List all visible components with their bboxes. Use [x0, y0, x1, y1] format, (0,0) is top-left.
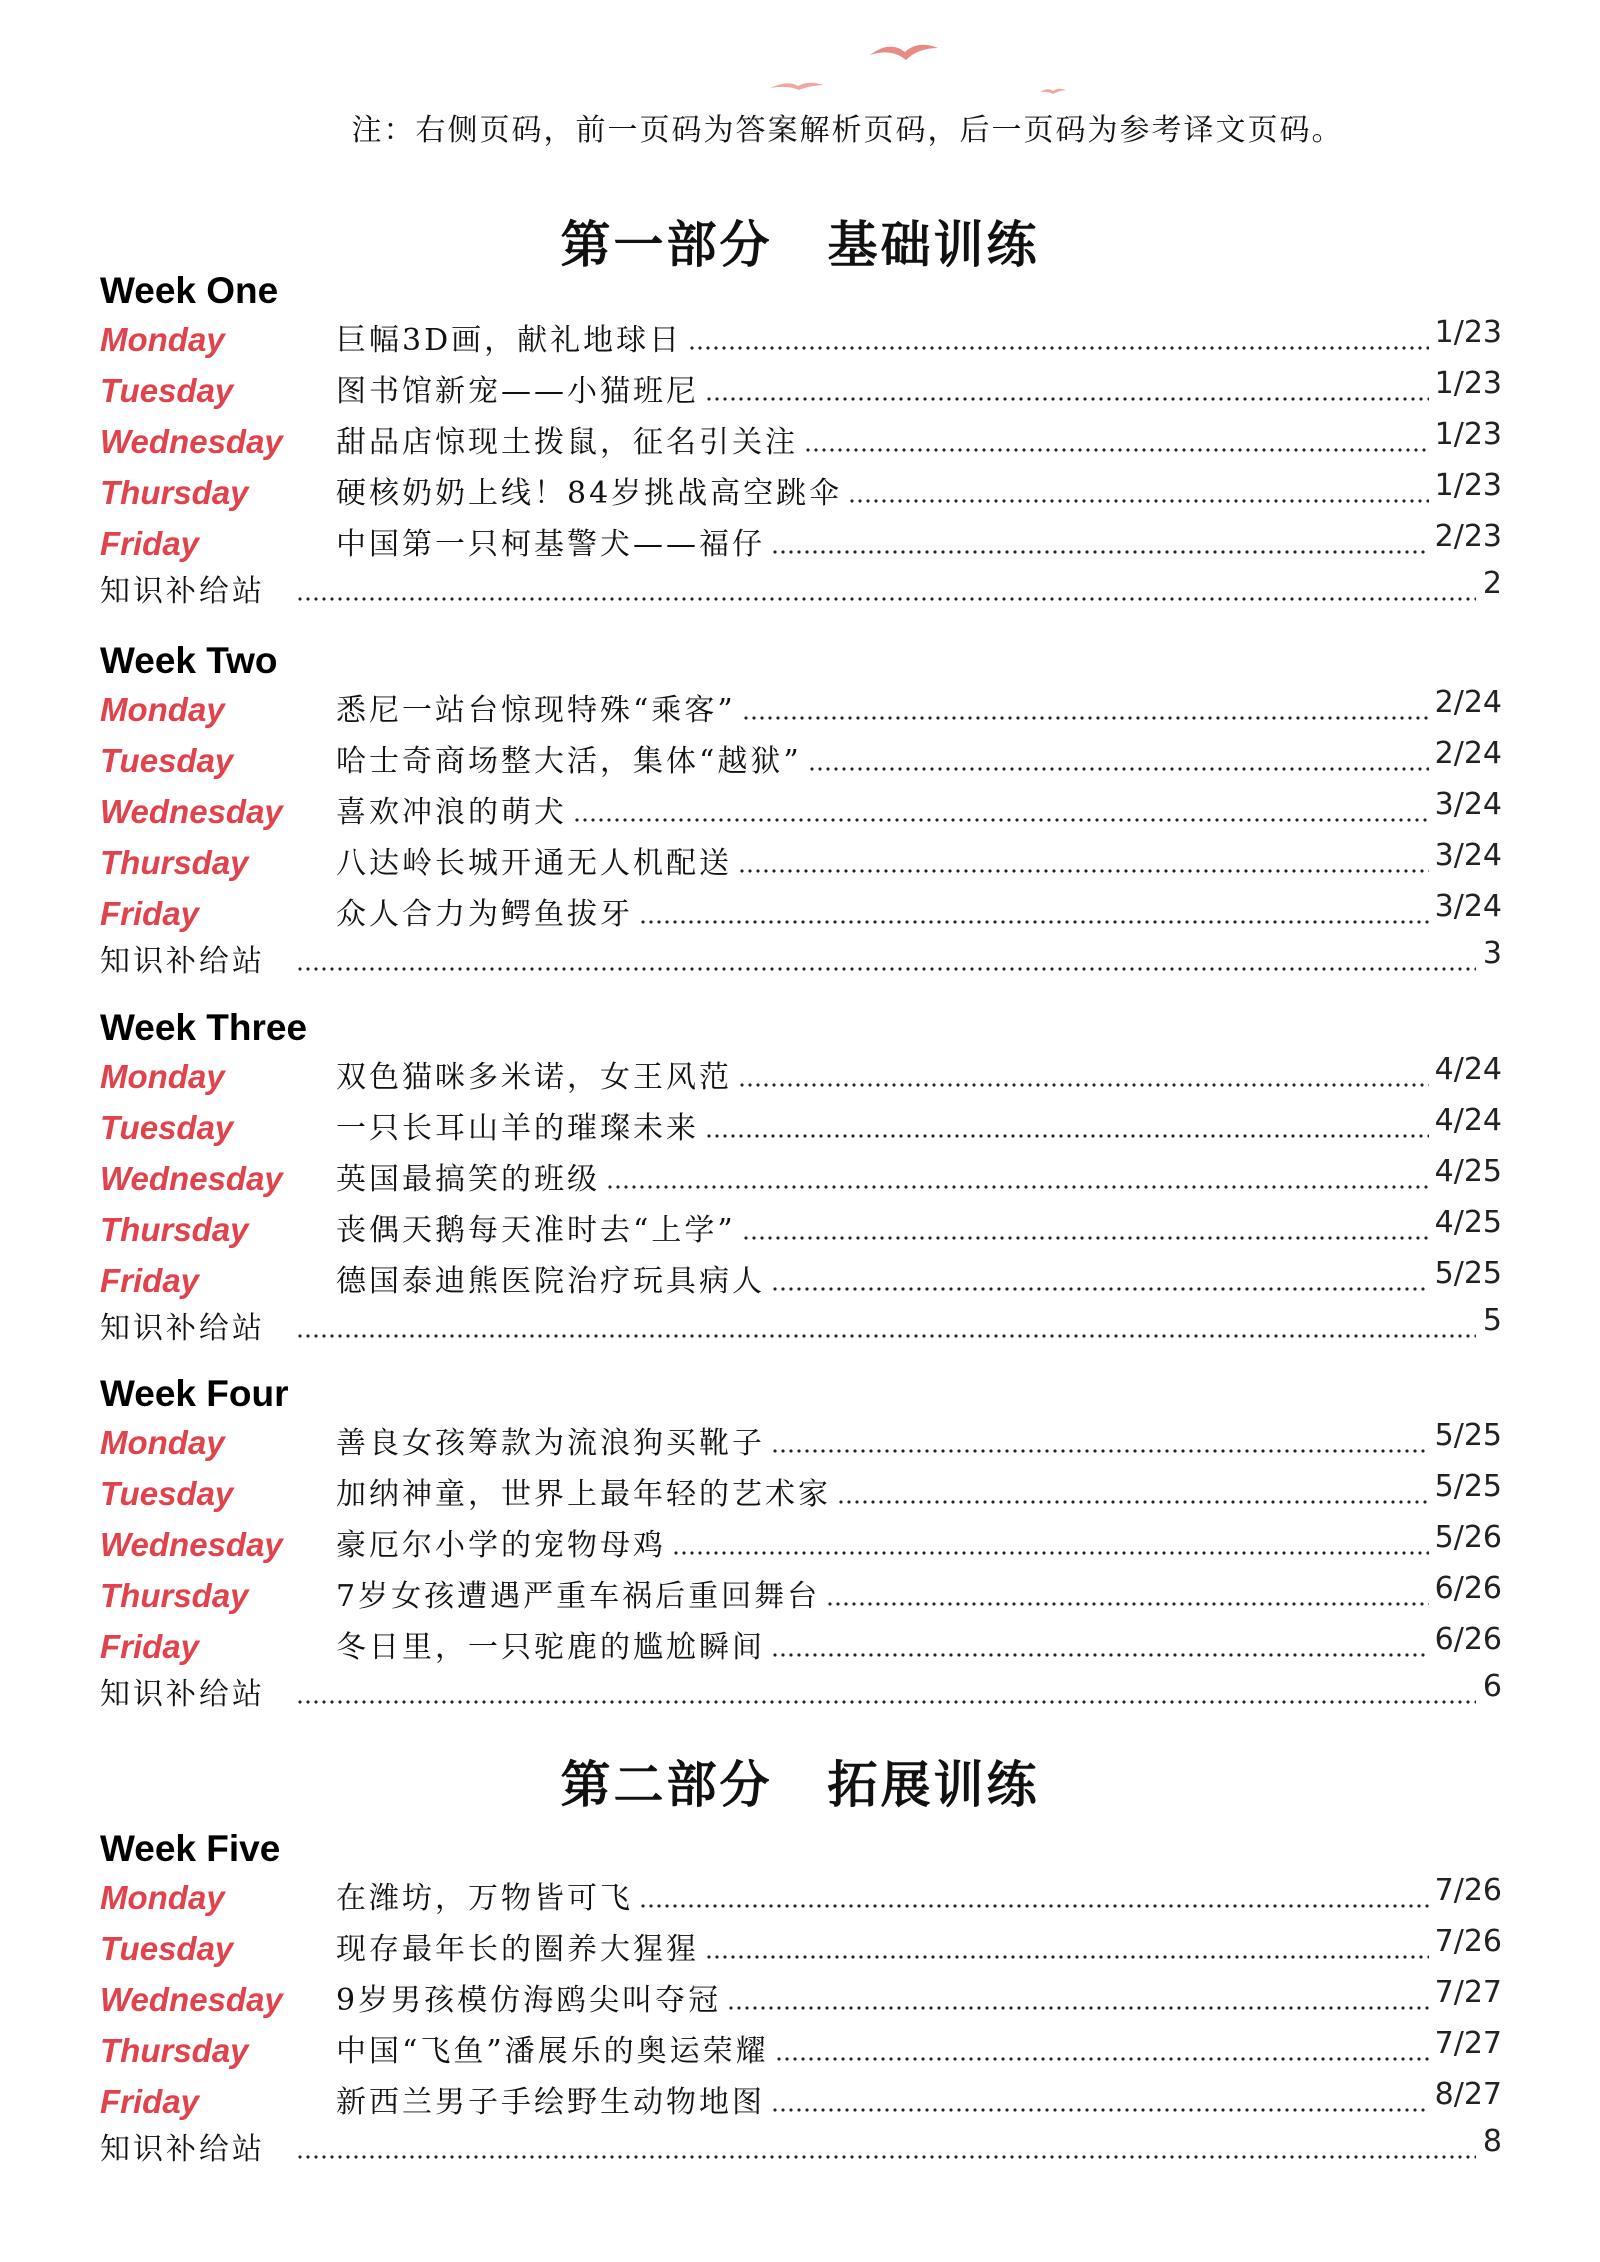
entry-title: 巨幅3D画，献礼地球日 — [336, 323, 683, 358]
entry-title: 悉尼一站台惊现特殊“乘客” — [336, 693, 736, 728]
dot-leader — [771, 1287, 1429, 1291]
toc-entry[interactable] — [100, 1511, 1502, 1561]
page-number: 3/24 — [1434, 787, 1502, 822]
page-number: 1/23 — [1434, 468, 1502, 503]
bird-icon — [870, 45, 938, 60]
dot-leader — [296, 2155, 1476, 2159]
day-label: Friday — [100, 1262, 200, 1299]
toc-entry-supplement[interactable] — [100, 927, 1502, 977]
dot-leader — [738, 869, 1429, 873]
dot-leader — [738, 1083, 1429, 1087]
dot-leader — [771, 550, 1429, 554]
dot-leader — [639, 1904, 1429, 1908]
entry-title: 9岁男孩模仿海鸥尖叫夺冠 — [336, 1983, 722, 2018]
toc-entry[interactable] — [100, 880, 1502, 930]
toc-entry[interactable] — [100, 1043, 1502, 1093]
page-number: 5/25 — [1434, 1469, 1502, 1504]
page-number: 1/23 — [1434, 315, 1502, 350]
page-number: 3/24 — [1434, 889, 1502, 924]
toc-entry[interactable] — [100, 829, 1502, 879]
dot-leader — [705, 1955, 1429, 1959]
toc-entry[interactable] — [100, 1409, 1502, 1459]
part-title-1: 第一部分 基础训练 — [560, 216, 1040, 274]
page-number: 5/26 — [1434, 1520, 1502, 1555]
dot-leader — [296, 1700, 1476, 1704]
day-label: Tuesday — [100, 742, 234, 779]
supplement-label: 知识补给站 — [100, 1677, 265, 1712]
bird-icon — [1040, 89, 1066, 94]
day-label: Monday — [100, 321, 225, 358]
entry-title: 德国泰迪熊医院治疗玩具病人 — [336, 1264, 765, 1299]
entry-title: 八达岭长城开通无人机配送 — [336, 846, 732, 881]
toc-entry-supplement[interactable] — [100, 2115, 1502, 2165]
page-number: 4/25 — [1434, 1154, 1502, 1189]
entry-title: 硬核奶奶上线！84岁挑战高空跳伞 — [336, 476, 843, 511]
day-label: Friday — [100, 2083, 200, 2120]
entry-title: 哈士奇商场整大活，集体“越狱” — [336, 744, 802, 779]
entry-title: 图书馆新宠——小猫班尼 — [336, 374, 699, 409]
supplement-label: 知识补给站 — [100, 944, 265, 979]
page-number: 6/26 — [1434, 1622, 1502, 1657]
week-title: Week Two — [100, 640, 278, 681]
toc-entry[interactable] — [100, 2068, 1502, 2118]
day-label: Tuesday — [100, 1475, 234, 1512]
entry-title: 加纳神童，世界上最年轻的艺术家 — [336, 1477, 831, 1512]
week-title: Week Four — [100, 1373, 289, 1414]
supplement-label: 知识补给站 — [100, 2132, 265, 2167]
week-title: Week One — [100, 270, 279, 311]
toc-entry[interactable] — [100, 459, 1502, 509]
toc-entry[interactable] — [100, 1966, 1502, 2016]
page-number: 2/23 — [1434, 519, 1502, 554]
entry-title: 一只长耳山羊的璀璨未来 — [336, 1111, 699, 1146]
dot-leader — [771, 1653, 1429, 1657]
dot-leader — [296, 967, 1476, 971]
week-title: Week Five — [100, 1828, 281, 1869]
toc-entry[interactable] — [100, 1196, 1502, 1246]
entry-title: 豪厄尔小学的宠物母鸡 — [336, 1528, 666, 1563]
dot-leader — [688, 346, 1428, 350]
page-number: 2/24 — [1434, 736, 1502, 771]
entry-title: 喜欢冲浪的萌犬 — [336, 795, 567, 830]
dot-leader — [771, 1449, 1429, 1453]
day-label: Wednesday — [100, 423, 283, 460]
entry-title: 在潍坊，万物皆可飞 — [336, 1881, 633, 1916]
dot-leader — [826, 1602, 1429, 1606]
day-label: Monday — [100, 1424, 225, 1461]
toc-entry[interactable] — [100, 510, 1502, 560]
entry-title: 众人合力为鳄鱼拔牙 — [336, 897, 633, 932]
entry-title: 丧偶天鹅每天准时去“上学” — [336, 1213, 736, 1248]
dot-leader — [775, 2057, 1429, 2061]
day-label: Friday — [100, 1628, 200, 1665]
toc-entry[interactable] — [100, 306, 1502, 356]
page-number: 2 — [1482, 566, 1502, 601]
toc-entry[interactable] — [100, 1864, 1502, 1914]
dot-leader — [296, 1334, 1476, 1338]
page-number: 7/27 — [1434, 2026, 1502, 2061]
page-note: 注：右侧页码，前一页码为答案解析页码，后一页码为参考译文页码。 — [351, 113, 1344, 148]
page-number: 8/27 — [1434, 2077, 1502, 2112]
entry-title: 双色猫咪多米诺，女王风范 — [336, 1060, 732, 1095]
toc-entry[interactable] — [100, 2017, 1502, 2067]
day-label: Tuesday — [100, 372, 234, 409]
dot-leader — [771, 2108, 1429, 2112]
toc-entry[interactable] — [100, 778, 1502, 828]
day-label: Monday — [100, 691, 225, 728]
toc-entry[interactable] — [100, 1915, 1502, 1965]
page-number: 5/25 — [1434, 1256, 1502, 1291]
decorative-birds — [740, 30, 1080, 110]
toc-entry-supplement[interactable] — [100, 1660, 1502, 1710]
dot-leader — [639, 920, 1429, 924]
page-number: 4/24 — [1434, 1052, 1502, 1087]
dot-leader — [742, 716, 1429, 720]
day-label: Thursday — [100, 1577, 249, 1614]
supplement-label: 知识补给站 — [100, 574, 265, 609]
toc-entry-supplement[interactable] — [100, 557, 1502, 607]
bird-icon — [770, 83, 824, 90]
dot-leader — [573, 818, 1429, 822]
entry-title: 英国最搞笑的班级 — [336, 1162, 600, 1197]
day-label: Thursday — [100, 844, 249, 881]
day-label: Friday — [100, 525, 200, 562]
entry-title: 7岁女孩遭遇严重车祸后重回舞台 — [336, 1579, 821, 1614]
page-number: 6/26 — [1434, 1571, 1502, 1606]
day-label: Wednesday — [100, 793, 283, 830]
dot-leader — [296, 597, 1476, 601]
entry-title: 甜品店惊现土拨鼠，征名引关注 — [336, 425, 798, 460]
page-number: 3 — [1482, 936, 1502, 971]
supplement-label: 知识补给站 — [100, 1311, 265, 1346]
toc-entry[interactable] — [100, 1613, 1502, 1663]
dot-leader — [705, 397, 1429, 401]
dot-leader — [606, 1185, 1429, 1189]
toc-entry[interactable] — [100, 357, 1502, 407]
toc-entry[interactable] — [100, 676, 1502, 726]
entry-title: 冬日里，一只驼鹿的尴尬瞬间 — [336, 1630, 765, 1665]
page-number: 5/25 — [1434, 1418, 1502, 1453]
day-label: Wednesday — [100, 1160, 283, 1197]
page-number: 2/24 — [1434, 685, 1502, 720]
toc-entry[interactable] — [100, 1460, 1502, 1510]
day-label: Thursday — [100, 1211, 249, 1248]
entry-title: 中国“飞鱼”潘展乐的奥运荣耀 — [336, 2034, 769, 2069]
page-number: 7/27 — [1434, 1975, 1502, 2010]
dot-leader — [804, 448, 1429, 452]
dot-leader — [848, 499, 1428, 503]
toc-entry[interactable] — [100, 1145, 1502, 1195]
page-number: 4/24 — [1434, 1103, 1502, 1138]
day-label: Monday — [100, 1879, 225, 1916]
page-number: 3/24 — [1434, 838, 1502, 873]
dot-leader — [808, 767, 1429, 771]
toc-entry[interactable] — [100, 727, 1502, 777]
page-number: 4/25 — [1434, 1205, 1502, 1240]
toc-entry[interactable] — [100, 408, 1502, 458]
toc-entry-supplement[interactable] — [100, 1294, 1502, 1344]
part-title-2: 第二部分 拓展训练 — [560, 1756, 1040, 1814]
day-label: Wednesday — [100, 1981, 283, 2018]
dot-leader — [705, 1134, 1429, 1138]
page-number: 1/23 — [1434, 417, 1502, 452]
dot-leader — [742, 1236, 1429, 1240]
toc-entry[interactable] — [100, 1094, 1502, 1144]
dot-leader — [727, 2006, 1429, 2010]
week-title: Week Three — [100, 1007, 308, 1048]
page-number: 6 — [1482, 1669, 1502, 1704]
entry-title: 中国第一只柯基警犬——福仔 — [336, 527, 765, 562]
dot-leader — [672, 1551, 1429, 1555]
entry-title: 善良女孩筹款为流浪狗买靴子 — [336, 1426, 765, 1461]
page-number: 8 — [1482, 2124, 1502, 2159]
page-number: 7/26 — [1434, 1873, 1502, 1908]
day-label: Thursday — [100, 2032, 249, 2069]
day-label: Tuesday — [100, 1930, 234, 1967]
day-label: Thursday — [100, 474, 249, 511]
dot-leader — [837, 1500, 1429, 1504]
entry-title: 现存最年长的圈养大猩猩 — [336, 1932, 699, 1967]
day-label: Tuesday — [100, 1109, 234, 1146]
entry-title: 新西兰男子手绘野生动物地图 — [336, 2085, 765, 2120]
page-number: 7/26 — [1434, 1924, 1502, 1959]
toc-entry[interactable] — [100, 1562, 1502, 1612]
day-label: Friday — [100, 895, 200, 932]
day-label: Wednesday — [100, 1526, 283, 1563]
page-number: 5 — [1482, 1303, 1502, 1338]
toc-entry[interactable] — [100, 1247, 1502, 1297]
page-number: 1/23 — [1434, 366, 1502, 401]
day-label: Monday — [100, 1058, 225, 1095]
